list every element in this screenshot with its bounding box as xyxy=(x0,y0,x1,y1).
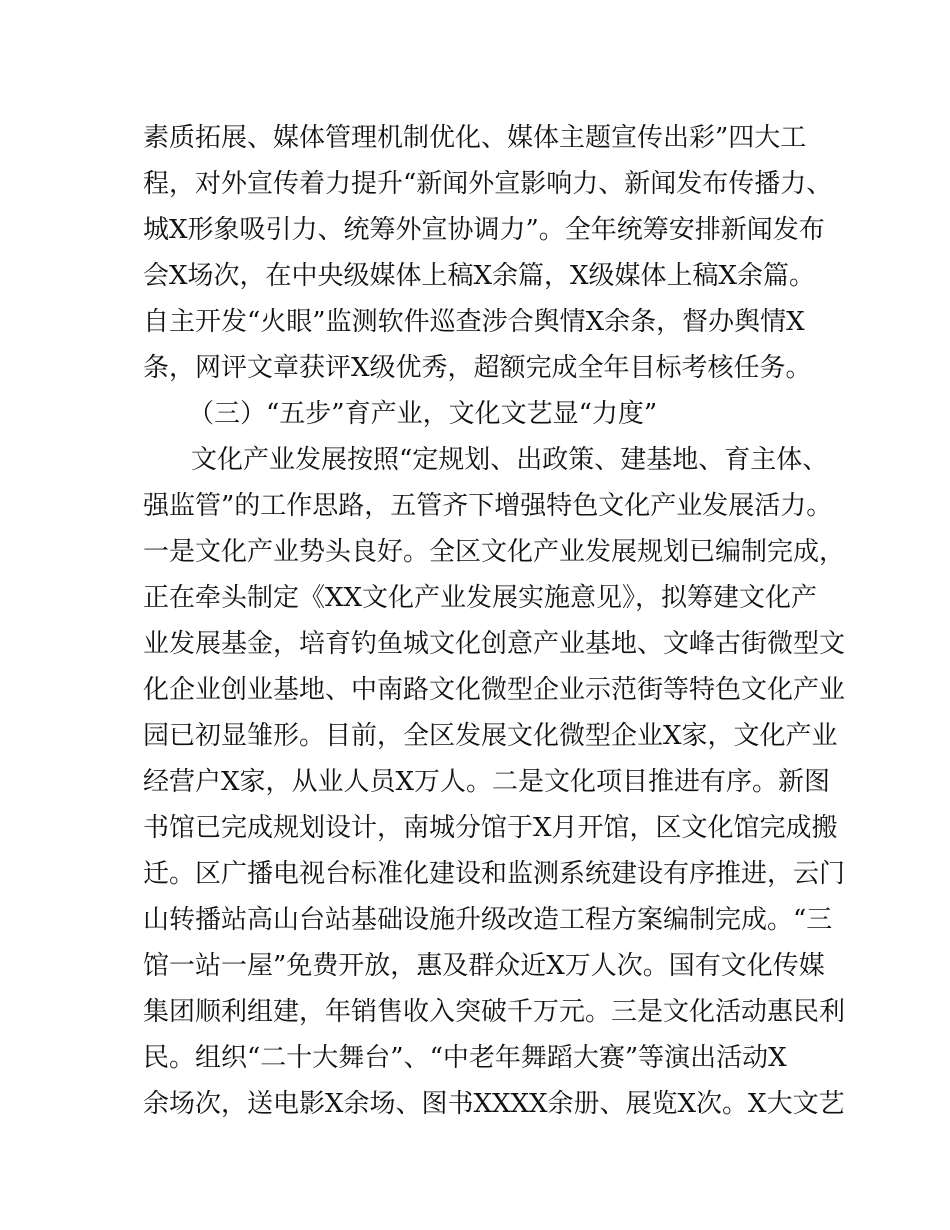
text-line: 余场次，送电影X余场、图书XXXX余册、展览X次。X大文艺 xyxy=(143,1089,845,1119)
text-line: 会X场次，在中央级媒体上稿X余篇，X级媒体上稿X余篇。 xyxy=(143,261,816,291)
text-line: 迁。区广播电视台标准化建设和监测系统建设有序推进，云门 xyxy=(143,859,846,889)
text-line: 书馆已完成规划设计，南城分馆于X月开馆，区文化馆完成搬 xyxy=(143,813,838,843)
text-line: 强监管”的工作思路，五管齐下增强特色文化产业发展活力。 xyxy=(143,491,833,521)
text-line: 集团顺利组建，年销售收入突破千万元。三是文化活动惠民利 xyxy=(143,997,846,1027)
text-line: 正在牵头制定《XX文化产业发展实施意见》，拟筹建文化产 xyxy=(143,583,818,613)
text-line: 化企业创业基地、中南路文化微型企业示范街等特色文化产业 xyxy=(143,675,846,705)
text-line: 经营户X家，从业人员X万人。二是文化项目推进有序。新图 xyxy=(143,767,831,797)
text-line: 业发展基金，培育钓鱼城文化创意产业基地、文峰古街微型文 xyxy=(143,629,846,659)
text-line: 程，对外宣传着力提升“新闻外宣影响力、新闻发布传播力、 xyxy=(143,169,833,199)
text-line: 城X形象吸引力、统筹外宣协调力”。全年统筹安排新闻发布 xyxy=(143,215,825,245)
text-line: 条，网评文章获评X级优秀，超额完成全年目标考核任务。 xyxy=(143,353,812,383)
text-line: 馆一站一屋”免费开放，惠及群众近X万人次。国有文化传媒 xyxy=(143,951,825,981)
text-line: 民。组织“二十大舞台”、“中老年舞蹈大赛”等演出活动X xyxy=(143,1043,787,1073)
text-line: 山转播站高山台站基础设施升级改造工程方案编制完成。“三 xyxy=(143,905,833,935)
text-line: 一是文化产业势头良好。全区文化产业发展规划已编制完成， xyxy=(143,537,846,567)
text-line: 素质拓展、媒体管理机制优化、媒体主题宣传出彩”四大工 xyxy=(143,123,807,153)
section-heading: （三）“五步”育产业，文化文艺显“力度” xyxy=(188,399,658,429)
paragraph-first-line: 文化产业发展按照“定规划、出政策、建基地、育主体、 xyxy=(191,445,829,475)
text-line: 自主开发“火眼”监测软件巡查涉合舆情X余条，督办舆情X xyxy=(143,307,805,337)
text-line: 园已初显雏形。目前，全区发展文化微型企业X家，文化产业 xyxy=(143,721,838,751)
